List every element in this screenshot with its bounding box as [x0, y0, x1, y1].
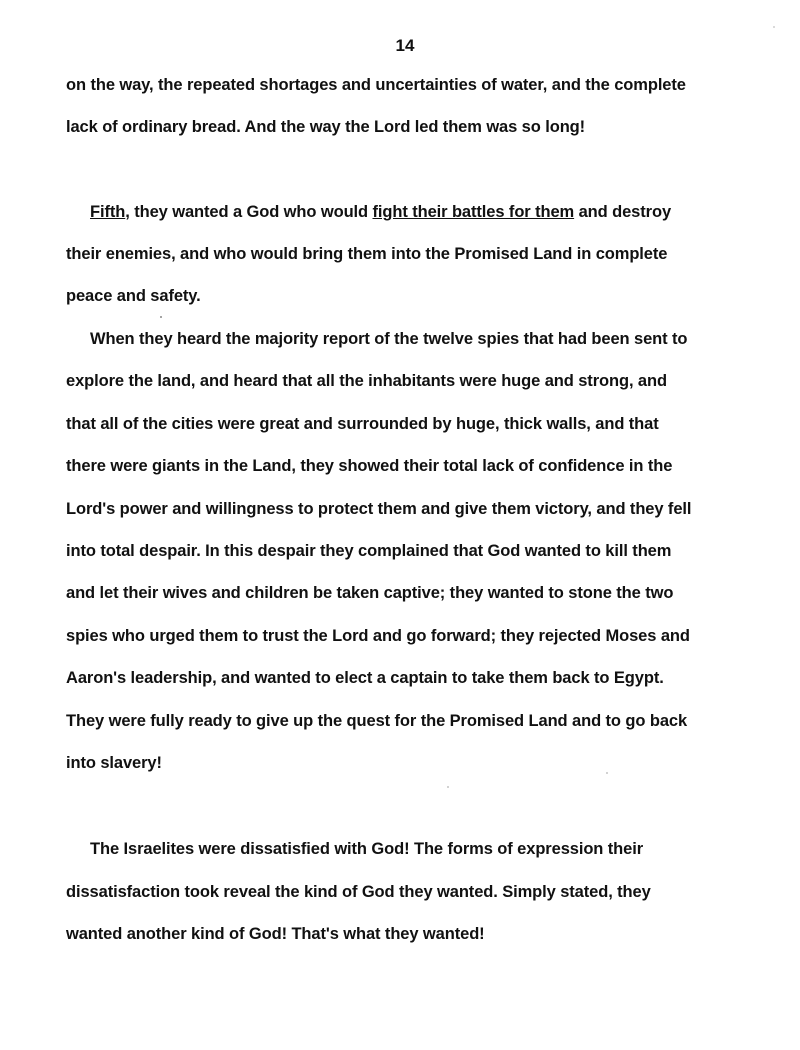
text-line: They were fully ready to give up the quest for the Promised Land and to go back — [66, 712, 688, 730]
text-line: The Israelites were dissatisfied with God! The forms of expression their — [90, 840, 644, 858]
text-line: and let their wives and children be taken captive; they wanted to stone the two — [66, 584, 674, 602]
text-line: there were giants in the Land, they showed their total lack of confidence in the — [66, 457, 673, 475]
text-span: and destroy — [574, 203, 672, 221]
text-line: spies who urged them to trust the Lord and go forward; they rejected Moses and — [66, 627, 690, 645]
scan-speck — [447, 786, 449, 788]
text-line: peace and safety. — [66, 287, 201, 305]
text-line: Lord's power and willingness to protect them and give them victory, and they fell — [66, 500, 692, 518]
scan-speck — [160, 316, 162, 318]
scan-speck — [606, 772, 608, 774]
text-line: into slavery! — [66, 754, 162, 772]
text-line: Aaron's leadership, and wanted to elect a captain to take them back to Egypt. — [66, 669, 664, 687]
underlined-text: fight their battles for them — [372, 203, 575, 221]
text-line: dissatisfaction took reveal the kind of God they wanted. Simply stated, they — [66, 883, 651, 901]
page-number: 14 — [395, 36, 415, 55]
text-span: , they wanted a God who would — [125, 203, 373, 221]
text-line: explore the land, and heard that all the inhabitants were huge and strong, and — [66, 372, 667, 390]
text-line: wanted another kind of God! That's what they wanted! — [66, 925, 485, 943]
text-line: that all of the cities were great and surrounded by huge, thick walls, and that — [66, 415, 659, 433]
text-line — [90, 203, 671, 222]
underlined-text: Fifth — [90, 203, 126, 221]
text-line: lack of ordinary bread. And the way the Lord led them was so long! — [66, 118, 586, 136]
text-line: When they heard the majority report of the twelve spies that had been sent to — [90, 330, 688, 348]
scan-speck — [773, 26, 775, 28]
text-line: their enemies, and who would bring them into the Promised Land in complete — [66, 245, 668, 263]
text-line: into total despair. In this despair they complained that God wanted to kill them — [66, 542, 672, 560]
text-line: on the way, the repeated shortages and uncertainties of water, and the complete — [66, 76, 686, 94]
